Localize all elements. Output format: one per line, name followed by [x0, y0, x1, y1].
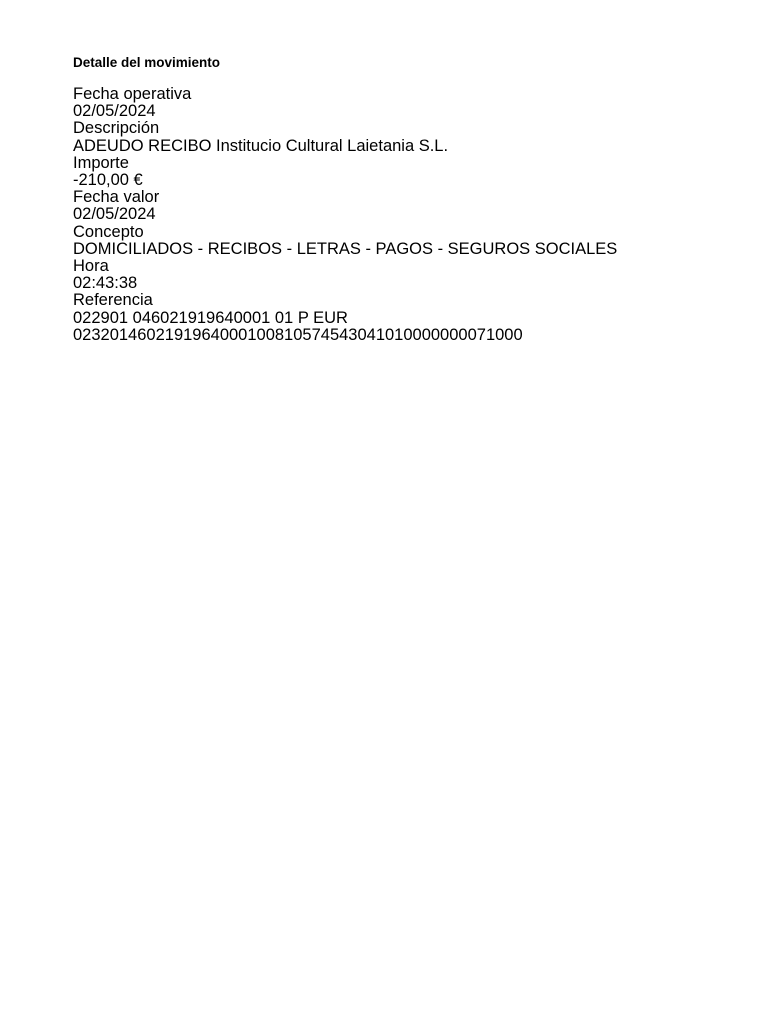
field-value-fecha-operativa: 02/05/2024 — [73, 102, 156, 121]
field-label-importe: Importe — [73, 153, 129, 172]
field-label-hora: Hora — [73, 257, 109, 276]
field-label-descripcion: Descripción — [73, 119, 160, 138]
field-label-referencia: Referencia — [73, 291, 153, 310]
field-value-fecha-valor: 02/05/2024 — [73, 205, 156, 224]
field-value-descripcion: ADEUDO RECIBO Institucio Cultural Laietania S.L. — [73, 136, 449, 155]
field-value-importe: -210,00 € — [73, 171, 143, 190]
field-value-referencia-line2: 0232014602191964000100810574543041010000000071000 — [73, 325, 523, 344]
field-label-concepto: Concepto — [73, 222, 144, 241]
movement-fields — [73, 86, 753, 344]
field-label-fecha-valor: Fecha valor — [73, 188, 160, 207]
field-value-hora: 02:43:38 — [73, 274, 138, 293]
field-value-referencia: 022901 046021919640001 01 P EUR — [73, 308, 348, 327]
movement-detail-page — [73, 54, 753, 344]
field-label-fecha-operativa: Fecha operativa — [73, 85, 192, 103]
page-title: Detalle del movimiento — [73, 55, 221, 70]
field-value-concepto: DOMICILIADOS - RECIBOS - LETRAS - PAGOS - SEGUROS SOCIALES — [73, 239, 618, 258]
